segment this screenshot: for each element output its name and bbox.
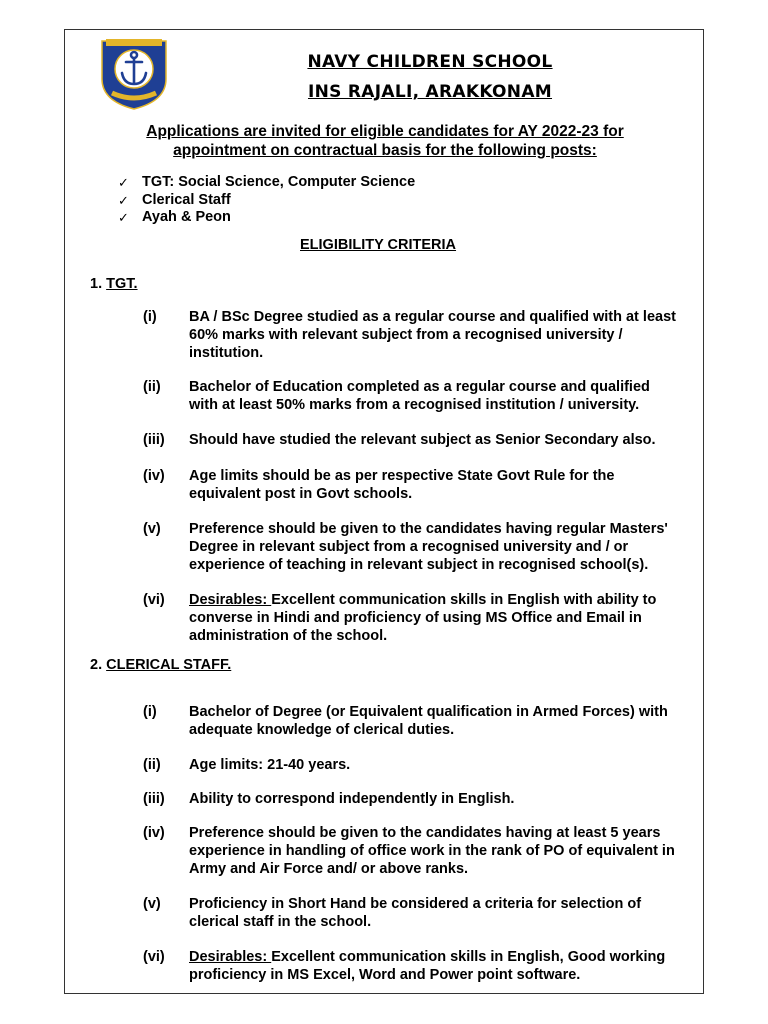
criteria-item: (iv) Age limits should be as per respective State Govt Rule for the equivalent post in Govt schools. (143, 468, 615, 502)
criteria-item: (iii) Should have studied the relevant subject as Senior Secondary also. (143, 432, 656, 448)
list-item: ✓ Ayah & Peon (118, 209, 231, 225)
check-icon: ✓ (118, 210, 129, 225)
section-heading-tgt: 1. TGT. (90, 276, 138, 292)
criteria-item: (ii) Age limits: 21-40 years. (143, 757, 351, 773)
list-item: ✓ TGT: Social Science, Computer Science (118, 174, 416, 190)
intro-text: Applications are invited for eligible candidates for AY 2022-23 for appointment on contractual basis for the following posts: (146, 123, 624, 159)
criteria-item: (i) BA / BSc Degree studied as a regular course and qualified with at least 60% marks with relevant subject from a recognised university / institution. (143, 309, 676, 361)
school-logo (98, 35, 170, 111)
posts-list (118, 174, 415, 227)
criteria-item: (vi) Desirables: Excellent communication skills in English with ability to converse in Hindi and proficiency of using MS Office and Email in administration of the school. (143, 592, 657, 644)
section-heading-clerical: 2. CLERICAL STAFF. (90, 657, 232, 673)
school-name: NAVY CHILDREN SCHOOL (307, 52, 553, 72)
desirables-label: Desirables: (189, 592, 272, 608)
criteria-item: (i) Bachelor of Degree (or Equivalent qualification in Armed Forces) with adequate knowledge of clerical duties. (143, 704, 668, 738)
criteria-item: (ii) Bachelor of Education completed as a regular course and qualified with at least 50% marks from a recognised institution / university. (143, 379, 650, 413)
list-item: ✓ Clerical Staff (118, 191, 231, 208)
criteria-item: (iii) Ability to correspond independently in English. (143, 791, 515, 807)
desirables-label: Desirables: (189, 949, 272, 965)
check-icon: ✓ (118, 175, 129, 190)
school-location: INS RAJALI, ARAKKONAM (307, 82, 553, 102)
criteria-item: (v) Proficiency in Short Hand be considered a criteria for selection of clerical staff in the school. (143, 896, 642, 930)
criteria-item: (vi) Desirables: Excellent communication skills in English, Good working proficiency in MS Excel, Word and Power point software. (143, 949, 666, 983)
eligibility-heading: ELIGIBILITY CRITERIA (300, 237, 457, 253)
check-icon: ✓ (118, 192, 129, 208)
criteria-item: (iv) Preference should be given to the candidates having at least 5 years experience in handling of office work in the rank of PO of equivalent in Army and Air Force and/ or above ranks. (143, 825, 675, 877)
criteria-item: (v) Preference should be given to the candidates having regular Masters' Degree in relevant subject from a recognised university and / or experience of teaching in relevant subject in recognised school(s). (143, 521, 668, 573)
